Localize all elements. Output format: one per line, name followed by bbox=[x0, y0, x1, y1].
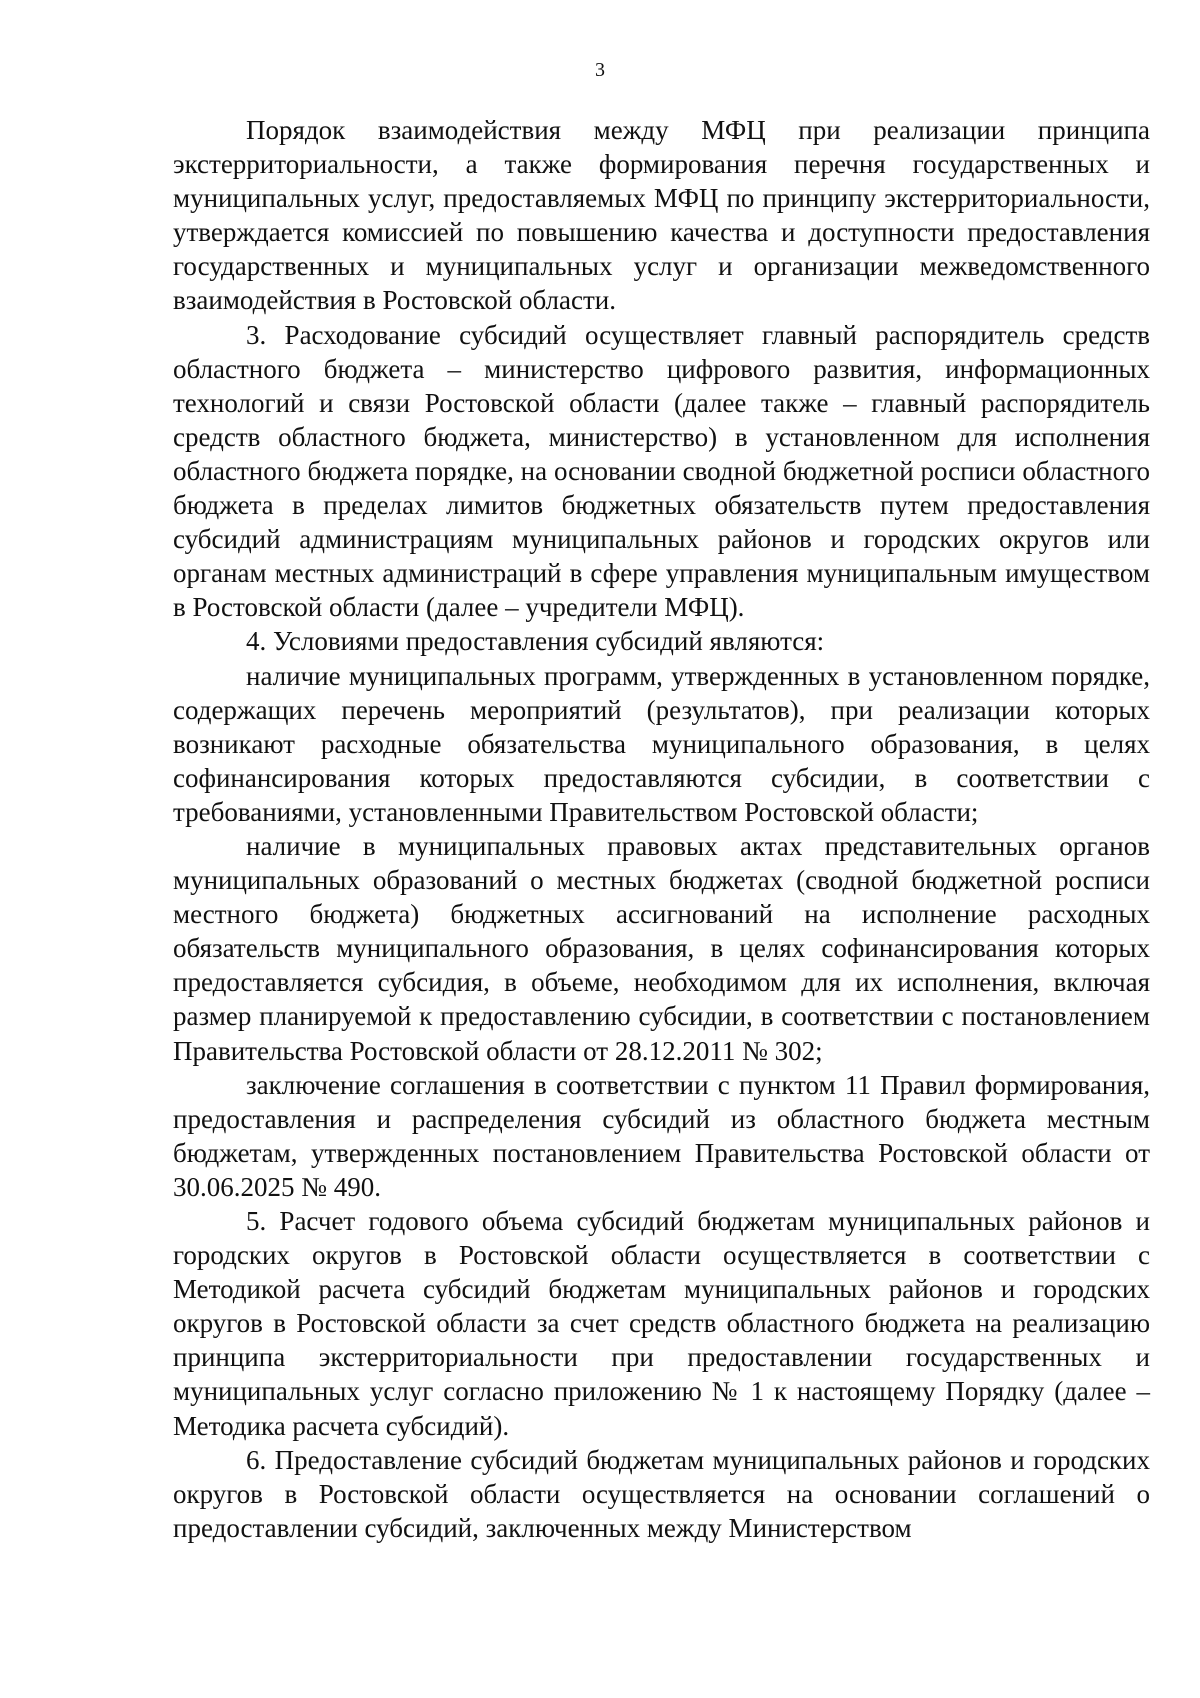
paragraph-4-subsidy-conditions: 4. Условиями предоставления субсидий являются: bbox=[246, 626, 825, 657]
paragraph-3-subsidy-spending: 3. Расходование субсидий осуществляет главный распорядитель средств областного бюджета – министерство цифрового развития, информационных технологий и связи Ростовской области (далее также – главный распорядитель средств областного бюджета, министерство) в установленном для исполнения областного бюджета порядке, на основании сводной бюджетной росписи областного бюджета в пределах лимитов бюджетных обязательств путем предоставления субсидий администрациям муниципальных районов и городских округов или органам местных администраций в сфере управления муниципальным имуществом в Ростовской области (далее – учредители МФЦ). bbox=[173, 319, 1150, 623]
condition-agreement: заключение соглашения в соответствии с пунктом 11 Правил формирования, предоставления и распределения субсидий из областного бюджета местным бюджетам, утвержденных постановлением Правительства Ростовской области от 30.06.2025 № 490. bbox=[173, 1069, 1150, 1202]
page-number: 3 bbox=[595, 59, 605, 81]
paragraph-mfc-interaction-order: Порядок взаимодействия между МФЦ при реализации принципа экстерриториальности, а также формирования перечня государственных и муниципальных услуг, предоставляемых МФЦ по принципу экстерриториальности, утверждается комиссией по повышению качества и доступности предоставления государственных и муниципальных услуг и организации межведомственного взаимодействия в Ростовской области. bbox=[173, 115, 1150, 316]
condition-budget-allocations: наличие в муниципальных правовых актах представительных органов муниципальных образований о местных бюджетах (сводной бюджетной росписи местного бюджета) бюджетных ассигнований на исполнение расходных обязательств муниципального образования, в целях софинансирования которых предоставляется субсидия, в объеме, необходимом для их исполнения, включая размер планируемой к предоставлению субсидии, в соответствии с постановлением Правительства Ростовской области от 28.12.2011 № 302; bbox=[173, 830, 1150, 1066]
document-body bbox=[173, 113, 1150, 1545]
paragraph-6-subsidy-provision: 6. Предоставление субсидий бюджетам муниципальных районов и городских округов в Ростовской области осуществляется на основании соглашений о предоставлении субсидий, заключенных между Министерством bbox=[173, 1444, 1150, 1543]
paragraph-5-subsidy-calculation: 5. Расчет годового объема субсидий бюджетам муниципальных районов и городских округов в Ростовской области осуществляется в соответствии с Методикой расчета субсидий бюджетам муниципальных районов и городских округов в Ростовской области за счет средств областного бюджета на реализацию принципа экстерриториальности при предоставлении государственных и муниципальных услуг согласно приложению № 1 к настоящему Порядку (далее – Методика расчета субсидий). bbox=[173, 1206, 1150, 1441]
condition-municipal-programs: наличие муниципальных программ, утвержденных в установленном порядке, содержащих перечень мероприятий (результатов), при реализации которых возникают расходные обязательства муниципального образования, в целях софинансирования которых предоставляются субсидии, в соответствии с требованиями, установленными Правительством Ростовской области; bbox=[173, 660, 1150, 827]
